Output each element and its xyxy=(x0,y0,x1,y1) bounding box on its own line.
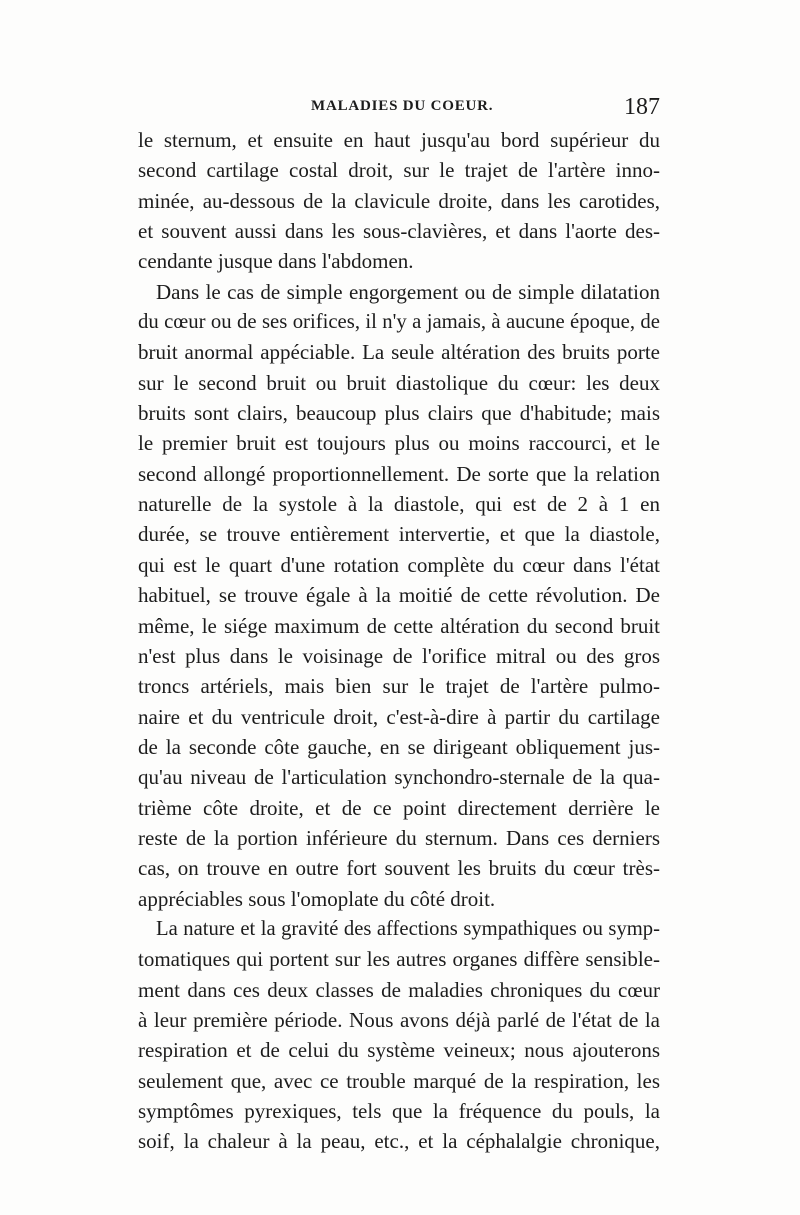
text-line: habituel, se trouve égale à la moitié de cette révolution. De xyxy=(138,583,660,608)
text-line: minée, au-dessous de la clavicule droite, dans les carotides, xyxy=(138,188,660,213)
text-line: n'est plus dans le voisinage de l'orifice mitral ou des gros xyxy=(138,643,660,668)
text-line: qu'au niveau de l'articulation synchondro-sternale de la qua- xyxy=(138,765,660,790)
text-line: symptômes pyrexiques, tels que la fréquence du pouls, la xyxy=(138,1099,660,1123)
page-header xyxy=(138,94,660,124)
text-line: à leur première période. Nous avons déjà parlé de l'état de la xyxy=(138,1007,660,1032)
text-line: soif, la chaleur à la peau, etc., et la céphalalgie chronique, xyxy=(138,1129,660,1154)
text-line: Dans le cas de simple engorgement ou de simple dilatation xyxy=(156,279,660,304)
text-line: le premier bruit est toujours plus ou moins raccourci, et le xyxy=(138,431,660,456)
text-line: cas, on trouve en outre fort souvent les bruits du cœur très- xyxy=(138,856,660,881)
text-line: sur le second bruit ou bruit diastolique du cœur: les deux xyxy=(138,370,660,395)
text-line: respiration et de celui du système veineux; nous ajouterons xyxy=(138,1038,660,1063)
text-line: seulement que, avec ce trouble marqué de la respiration, les xyxy=(138,1068,660,1093)
text-line: tomatiques qui portent sur les autres organes diffère sensible- xyxy=(138,947,660,972)
text-line: bruits sont clairs, beaucoup plus clairs que d'habitude; mais xyxy=(138,401,660,426)
text-line: appréciables sous l'omoplate du côté droit. xyxy=(138,886,496,911)
text-line: reste de la portion inférieure du sternum. Dans ces derniers xyxy=(138,825,660,850)
text-line: naturelle de la systole à la diastole, qui est de 2 à 1 en xyxy=(138,492,660,517)
text-line: ment dans ces deux classes de maladies chroniques du cœur xyxy=(138,977,660,1002)
text-line: et souvent aussi dans les sous-clavières, et dans l'aorte des- xyxy=(138,219,660,244)
text-line: second cartilage costal droit, sur le trajet de l'artère inno- xyxy=(138,158,660,183)
text-line: durée, se trouve entièrement intervertie, et que la diastole, xyxy=(138,522,660,547)
text-line: de la seconde côte gauche, en se dirigeant obliquement jus- xyxy=(138,734,660,759)
text-line: bruit anormal appéciable. La seule altération des bruits porte xyxy=(138,340,660,365)
page-number: 187 xyxy=(624,94,660,120)
text-line: troncs artériels, mais bien sur le trajet de l'artère pulmo- xyxy=(138,674,660,699)
text-line: second allongé proportionnellement. De sorte que la relation xyxy=(138,461,660,486)
text-line: même, le siége maximum de cette altération du second bruit xyxy=(138,613,660,638)
running-head: MALADIES DU COEUR. xyxy=(311,98,494,114)
text-line: naire et du ventricule droit, c'est-à-dire à partir du cartilage xyxy=(138,704,660,729)
body-text xyxy=(138,125,660,1157)
text-line: cendante jusque dans l'abdomen. xyxy=(138,249,414,274)
text-line: trième côte droite, et de ce point directement derrière le xyxy=(138,795,660,820)
text-line: La nature et la gravité des affections sympathiques ou symp- xyxy=(156,917,660,940)
text-line: qui est le quart d'une rotation complète du cœur dans l'état xyxy=(138,552,660,577)
text-line: le sternum, et ensuite en haut jusqu'au bord supérieur du xyxy=(138,128,660,152)
text-line: du cœur ou de ses orifices, il n'y a jamais, à aucune époque, de xyxy=(138,311,660,334)
